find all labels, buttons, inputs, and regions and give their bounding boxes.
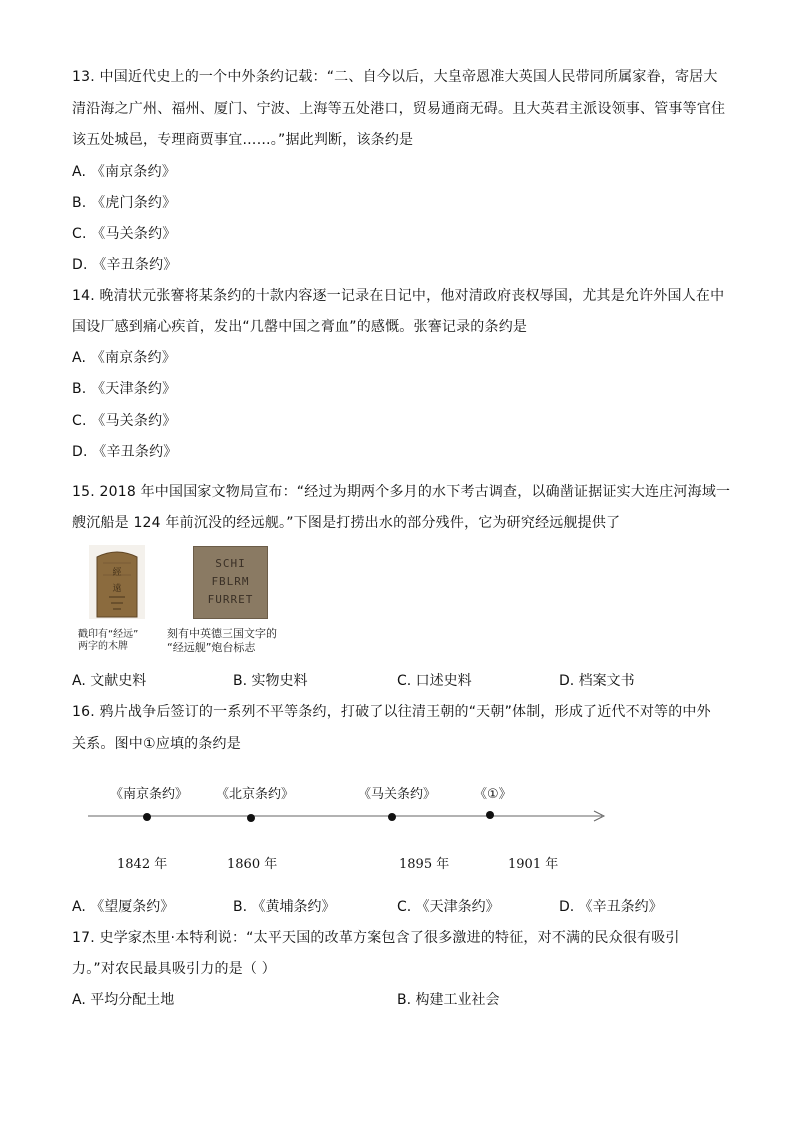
q13-stem-line-2: 清沿海之广州、福州、厦门、宁波、上海等五处港口，贸易通商无碍。且大英君主派设领事、管事等官住 [72, 101, 726, 117]
timeline-year-1895: 1895 年 [399, 857, 450, 872]
q14-option-b: B. 《天津条约》 [72, 381, 177, 397]
tablet-caption-line-2: 两字的木牌 [78, 641, 128, 652]
plate-text-line-1: SCHI [215, 557, 246, 570]
timeline-axis [80, 800, 620, 830]
timeline-label-beijing: 《北京条约》 [216, 787, 295, 802]
plate-text-line-2: FBLRM [211, 575, 250, 588]
q17-stem-line-1: 17. 史学家杰里·本特利说：“太平天国的改革方案包含了很多激进的特征，对不满的民众很有吸引 [72, 930, 680, 946]
plate-caption-line-2: “经远舰”炮台标志 [167, 641, 256, 654]
q17-option-b: B. 构建工业社会 [397, 992, 500, 1008]
timeline-point-1842 [143, 813, 151, 821]
q13-option-d: D. 《辛丑条约》 [72, 257, 178, 273]
q14-option-c: C. 《马关条约》 [72, 413, 177, 429]
q16-stem-line-1: 16. 鸦片战争后签订的一系列不平等条约，打破了以往清王朝的“天朝”体制，形成了近代不对等的中外 [72, 704, 711, 720]
q13-option-a: A. 《南京条约》 [72, 164, 177, 180]
turret-plate-image [193, 546, 268, 619]
timeline-label-blank: 《①》 [474, 787, 512, 802]
q14-stem-line-1: 14. 晚清状元张謇将某条约的十款内容逐一记录在日记中，他对清政府丧权辱国，尤其是允许外国人在中 [72, 288, 725, 304]
q16-option-d: D. 《辛丑条约》 [559, 899, 663, 915]
timeline-year-1842: 1842 年 [117, 857, 168, 872]
q16-option-c: C. 《天津条约》 [397, 899, 500, 915]
timeline-point-1901 [486, 811, 494, 819]
q16-stem-line-2: 关系。图中①应填的条约是 [72, 736, 241, 752]
q15-option-c: C. 口述史料 [397, 673, 472, 689]
timeline-label-shimonoseki: 《马关条约》 [358, 787, 437, 802]
q16-option-b: B. 《黄埔条约》 [233, 899, 336, 915]
q15-stem-line-1: 15. 2018 年中国国家文物局宣布：“经过为期两个多月的水下考古调查，以确凿证据证实大连庄河海域一 [72, 484, 731, 500]
q14-stem-line-2: 国设厂感到痛心疾首，发出“几罄中国之膏血”的感慨。张謇记录的条约是 [72, 319, 528, 335]
q15-option-b: B. 实物史料 [233, 673, 308, 689]
q15-stem-line-2: 艘沉船是 124 年前沉没的经远舰。”下图是打捞出水的部分残件，它为研究经远舰提供了 [72, 515, 621, 531]
plate-caption-line-1: 刻有中英德三国文字的 [167, 627, 277, 640]
svg-text:遠: 遠 [112, 584, 122, 594]
q13-stem-line-1: 13. 中国近代史上的一个中外条约记载：“二、自今以后，大皇帝恩准大英国人民带同所属家眷，寄居大 [72, 69, 718, 85]
q17-option-a: A. 平均分配土地 [72, 992, 175, 1008]
q16-option-a: A. 《望厦条约》 [72, 899, 175, 915]
q14-option-a: A. 《南京条约》 [72, 350, 177, 366]
q13-option-c: C. 《马关条约》 [72, 226, 177, 242]
timeline-label-nanjing: 《南京条约》 [110, 787, 189, 802]
timeline-year-1860: 1860 年 [227, 857, 278, 872]
q17-stem-line-2: 力。”对农民最具吸引力的是（ ） [72, 961, 276, 977]
q13-option-b: B. 《虎门条约》 [72, 195, 177, 211]
svg-text:經: 經 [112, 568, 122, 578]
timeline-point-1860 [247, 814, 255, 822]
tablet-caption-line-1: 戳印有“经远” [78, 629, 139, 640]
q14-option-d: D. 《辛丑条约》 [72, 444, 178, 460]
wooden-tablet-image [89, 545, 145, 619]
q15-option-d: D. 档案文书 [559, 673, 635, 689]
timeline-point-1895 [388, 813, 396, 821]
q15-option-a: A. 文献史料 [72, 673, 147, 689]
timeline-year-1901: 1901 年 [508, 857, 559, 872]
plate-text-line-3: FURRET [207, 593, 254, 606]
q13-stem-line-3: 该五处城邑，专理商贾事宜……。”据此判断，该条约是 [72, 132, 414, 148]
